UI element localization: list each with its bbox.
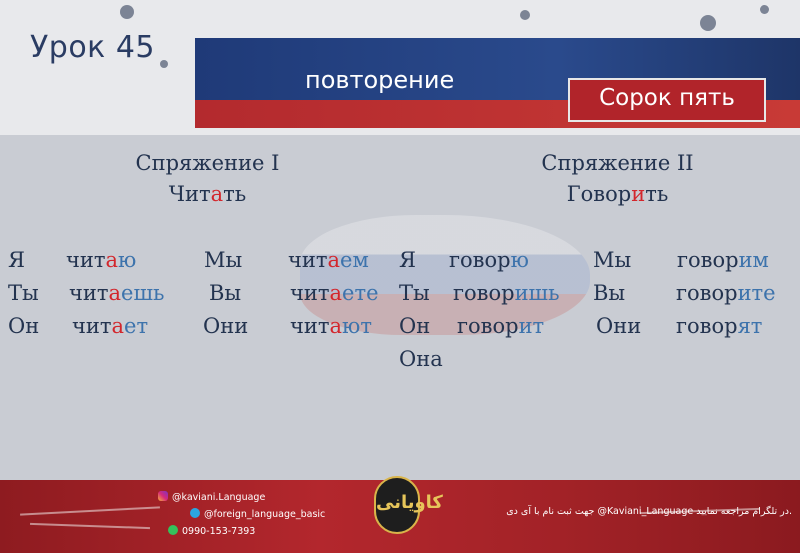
pronoun-vy-2: Вы xyxy=(593,281,626,305)
pronoun-my-2: Мы xyxy=(593,248,632,272)
pronoun-ona: Она xyxy=(399,347,443,371)
form-govorim: говорим xyxy=(677,248,769,272)
whatsapp-icon xyxy=(168,525,178,535)
phone-number: 0990-153-7393 xyxy=(182,526,256,537)
form-govorit: говорит xyxy=(457,314,545,338)
pronoun-on: Он xyxy=(8,314,40,338)
lesson-subtitle: повторение xyxy=(305,66,455,94)
form-chitayut: читают xyxy=(290,314,372,338)
form-govoryat: говорят xyxy=(676,314,763,338)
form-chitaesh: читаешь xyxy=(69,281,165,305)
pronoun-ya: Я xyxy=(8,248,25,272)
lesson-number-text: Сорок пять xyxy=(599,85,735,111)
instagram-contact[interactable] xyxy=(158,491,265,503)
conjugation-1-title: Спряжение I xyxy=(135,151,280,175)
pronoun-ty-2: Ты xyxy=(399,281,430,305)
form-chitayu: читаю xyxy=(66,248,137,272)
instagram-icon xyxy=(158,491,168,501)
instagram-handle: @kaviani.Language xyxy=(172,492,266,503)
pronoun-vy: Вы xyxy=(209,281,242,305)
pronoun-my: Мы xyxy=(204,248,243,272)
conjugation-1-verb: Читать xyxy=(168,182,247,206)
form-govorite: говорите xyxy=(676,281,776,305)
conjugation-2-verb: Говорить xyxy=(566,182,669,206)
registration-note: جهت ثبت نام با آی دی @Kaviani_Language در تلگرام مراجعه نمایید. xyxy=(506,506,792,517)
conjugation-1-heading xyxy=(105,148,310,210)
logo-text: کاویانی xyxy=(376,492,443,513)
pronoun-ty: Ты xyxy=(8,281,39,305)
form-chitaem: читаем xyxy=(288,248,369,272)
telegram-contact[interactable] xyxy=(190,508,325,520)
lesson-number-box xyxy=(568,78,766,122)
form-chitaete: читаете xyxy=(290,281,379,305)
pronoun-on-2: Он xyxy=(399,314,431,338)
pronoun-oni-2: Они xyxy=(596,314,642,338)
form-chitaet: читает xyxy=(72,314,149,338)
phone-contact[interactable] xyxy=(168,525,255,537)
pronoun-ya-2: Я xyxy=(399,248,416,272)
lesson-title: Урок 45 xyxy=(30,30,156,65)
form-govorish: говоришь xyxy=(453,281,560,305)
conjugation-2-heading xyxy=(510,148,725,210)
brand-logo xyxy=(374,476,443,534)
form-govoryu: говорю xyxy=(449,248,529,272)
pronoun-oni: Они xyxy=(203,314,249,338)
telegram-icon xyxy=(190,508,200,518)
telegram-handle: @foreign_language_basic xyxy=(204,509,326,520)
conjugation-2-title: Спряжение II xyxy=(541,151,694,175)
